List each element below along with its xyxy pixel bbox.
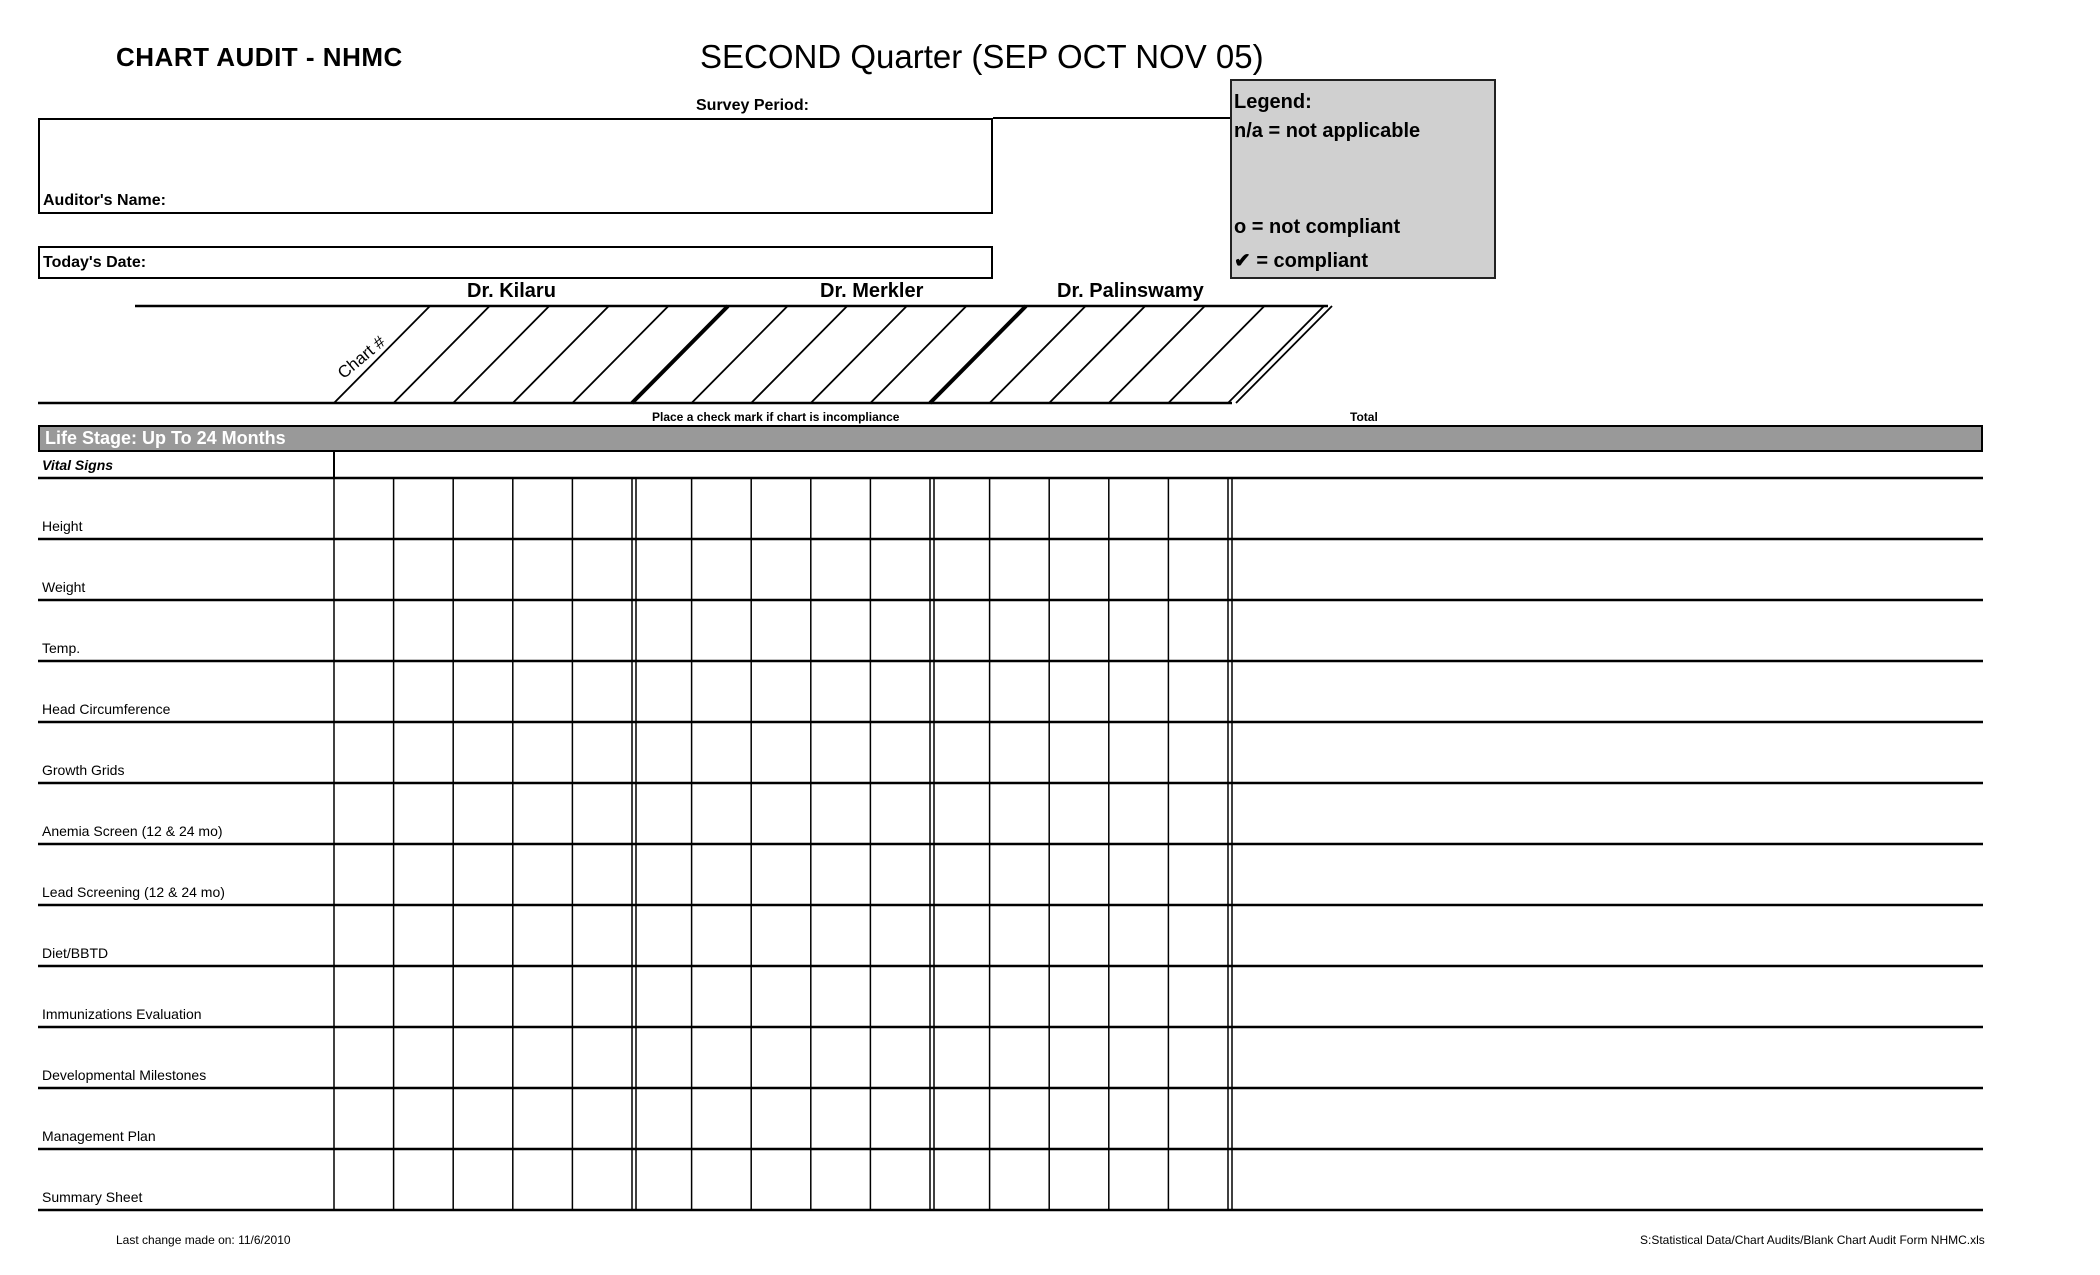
row-label: Head Circumference: [42, 701, 171, 717]
todays-date-label: Today's Date:: [43, 254, 147, 271]
legend-not-compliant: o = not compliant: [1234, 216, 1401, 238]
instruction-text: Place a check mark if chart is incompliance: [652, 410, 900, 424]
row-label: Temp.: [42, 640, 81, 656]
chart-header-diagonal: [453, 306, 549, 403]
chart-header-diagonal: [394, 306, 490, 403]
chart-header-diagonal: [572, 306, 668, 403]
row-label: Weight: [42, 579, 86, 595]
legend-compliant: ✔ = compliant: [1234, 250, 1369, 272]
section-header: Life Stage: Up To 24 Months: [38, 425, 1983, 452]
quarter-heading: SECOND Quarter (SEP OCT NOV 05): [700, 38, 1264, 75]
doctor-kilaru: Dr. Kilaru: [467, 280, 556, 302]
doctor-palinswamy: Dr. Palinswamy: [1057, 280, 1204, 302]
chart-header-diagonal: [751, 306, 847, 403]
total-label: Total: [1350, 410, 1378, 424]
row-label: Growth Grids: [42, 762, 125, 778]
chart-header-diagonal: [1228, 306, 1324, 403]
file-path-note: S:Statistical Data/Chart Audits/Blank Chart Audit Form NHMC.xls: [1640, 1233, 1985, 1247]
doctor-merkler: Dr. Merkler: [820, 280, 924, 302]
survey-period-label: Survey Period:: [696, 97, 809, 114]
legend-not-applicable: n/a = not applicable: [1234, 120, 1421, 142]
row-label: Anemia Screen (12 & 24 mo): [42, 823, 223, 839]
chart-header-diagonal: [811, 306, 907, 403]
row-label: Lead Screening (12 & 24 mo): [42, 884, 225, 900]
auditor-name-label: Auditor's Name:: [43, 192, 166, 209]
chart-header-diagonal: [870, 306, 966, 403]
row-label: Height: [42, 518, 83, 534]
chart-header-diagonal: [1109, 306, 1205, 403]
row-label: Summary Sheet: [42, 1189, 143, 1205]
chart-header-diagonal: [990, 306, 1086, 403]
row-label: Developmental Milestones: [42, 1067, 207, 1083]
row-label: Management Plan: [42, 1128, 156, 1144]
chart-header-diagonal: [632, 306, 728, 403]
chart-header-diagonal: [1049, 306, 1145, 403]
form-title: CHART AUDIT - NHMC: [116, 42, 403, 72]
chart-header-diagonal: [930, 306, 1026, 403]
chart-number-label: Chart #: [334, 332, 389, 383]
last-change-note: Last change made on: 11/6/2010: [116, 1233, 291, 1247]
row-label: Diet/BBTD: [42, 945, 109, 961]
legend-heading: Legend:: [1234, 91, 1312, 113]
chart-header-diagonal: [513, 306, 609, 403]
vital-signs-subheading: Vital Signs: [42, 457, 114, 473]
row-label: Immunizations Evaluation: [42, 1006, 202, 1022]
chart-header-diagonal: [692, 306, 788, 403]
